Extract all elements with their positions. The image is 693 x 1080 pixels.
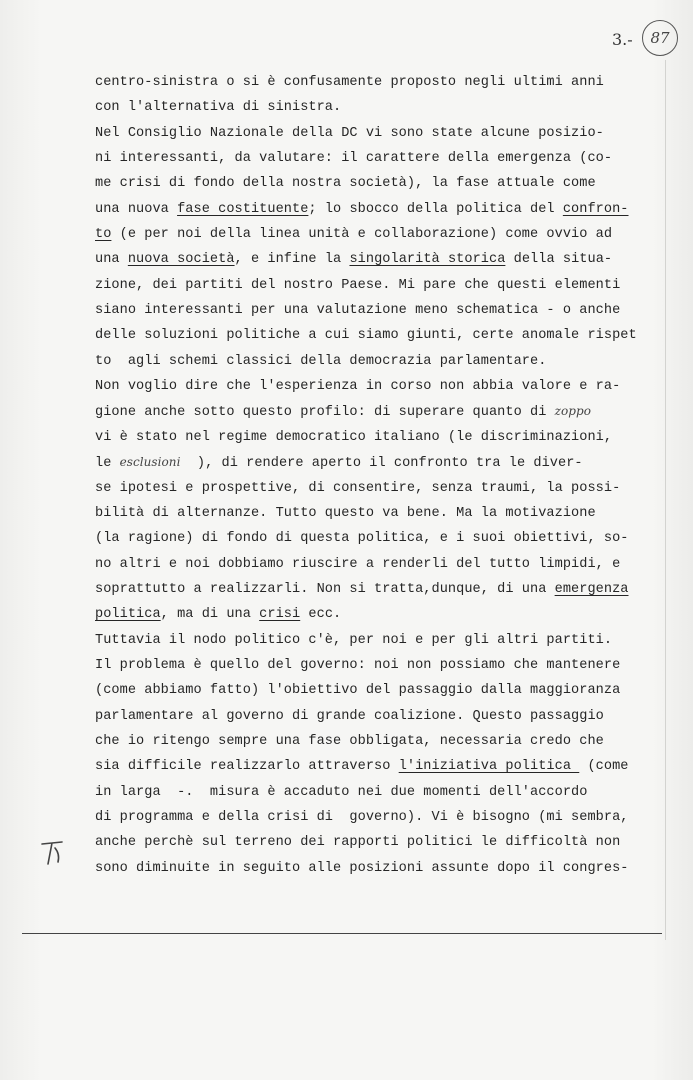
text-line: ni interessanti, da valutare: il carattere della emergenza (co- <box>95 151 613 167</box>
text-line: to (e per noi della linea unità e collaborazione) come ovvio ad <box>95 227 613 243</box>
text-line: delle soluzioni politiche a cui siamo giunti, certe anomale rispet <box>95 328 637 344</box>
typed-text-body <box>95 70 655 881</box>
text-line: soprattutto a realizzarli. Non si tratta,dunque, di una emergenza <box>95 581 629 597</box>
text-line: Il problema è quello del governo: noi non possiamo che mantenere <box>95 657 621 673</box>
text-line: (la ragione) di fondo di questa politica, e i suoi obiettivi, so- <box>95 531 629 547</box>
text-line: di programma e della crisi di governo). Vi è bisogno (mi sembra, <box>95 809 629 825</box>
text-line: centro-sinistra o si è confusamente proposto negli ultimi anni <box>95 75 604 90</box>
text-line: gione anche sotto questo profilo: di superare quanto di zoppo <box>95 404 592 421</box>
text-line: Tuttavia il nodo politico c'è, per noi e per gli altri partiti. <box>95 632 613 648</box>
text-line: Nel Consiglio Nazionale della DC vi sono state alcune posizio- <box>95 125 604 141</box>
bottom-rule <box>22 933 662 934</box>
text-line: parlamentare al governo di grande coalizione. Questo passaggio <box>95 708 604 724</box>
page-edge-shadow <box>665 60 666 940</box>
text-line: (come abbiamo fatto) l'obiettivo del passaggio dalla maggioranza <box>95 683 621 699</box>
handwritten-insert: zoppo <box>554 404 592 419</box>
folio-stamp: 87 <box>642 20 678 56</box>
text-line: se ipotesi e prospettive, di consentire, senza traumi, la possi- <box>95 480 621 496</box>
text-line: le esclusioni ), di rendere aperto il confronto tra le diver- <box>95 455 583 472</box>
text-line: sono diminuite in seguito alle posizioni assunte dopo il congres- <box>95 860 629 876</box>
text-line: anche perchè sul terreno dei rapporti politici le difficoltà non <box>95 835 621 851</box>
text-line: bilità di alternanze. Tutto questo va bene. Ma la motivazione <box>95 505 596 521</box>
text-line: sia difficile realizzarlo attraverso l'iniziativa politica (come <box>95 759 629 775</box>
text-line: che io ritengo sempre una fase obbligata, necessaria credo che <box>95 733 604 749</box>
text-line: una nuova fase costituente; lo sbocco della politica del confron- <box>95 201 629 217</box>
text-line: no altri e noi dobbiamo riuscire a renderli del tutto limpidi, e <box>95 556 621 572</box>
text-line: in larga -. misura è accaduto nei due momenti dell'accordo <box>95 784 588 800</box>
text-line: una nuova società, e infine la singolarità storica della situa- <box>95 252 613 268</box>
text-line: zione, dei partiti del nostro Paese. Mi pare che questi elementi <box>95 277 621 293</box>
text-line: me crisi di fondo della nostra società), la fase attuale come <box>95 176 596 192</box>
text-line: siano interessanti per una valutazione meno schematica - o anche <box>95 303 621 319</box>
text-line: to agli schemi classici della democrazia parlamentare. <box>95 353 547 369</box>
margin-annotation-icon <box>38 838 68 868</box>
text-line: Non voglio dire che l'esperienza in corso non abbia valore e ra- <box>95 379 621 395</box>
page-number: 3.- <box>612 30 633 49</box>
text-line: vi è stato nel regime democratico italiano (le discriminazioni, <box>95 429 613 445</box>
handwritten-insert: esclusioni <box>119 455 181 470</box>
text-line: politica, ma di una crisi ecc. <box>95 607 342 623</box>
text-line: con l'alternativa di sinistra. <box>95 100 342 116</box>
